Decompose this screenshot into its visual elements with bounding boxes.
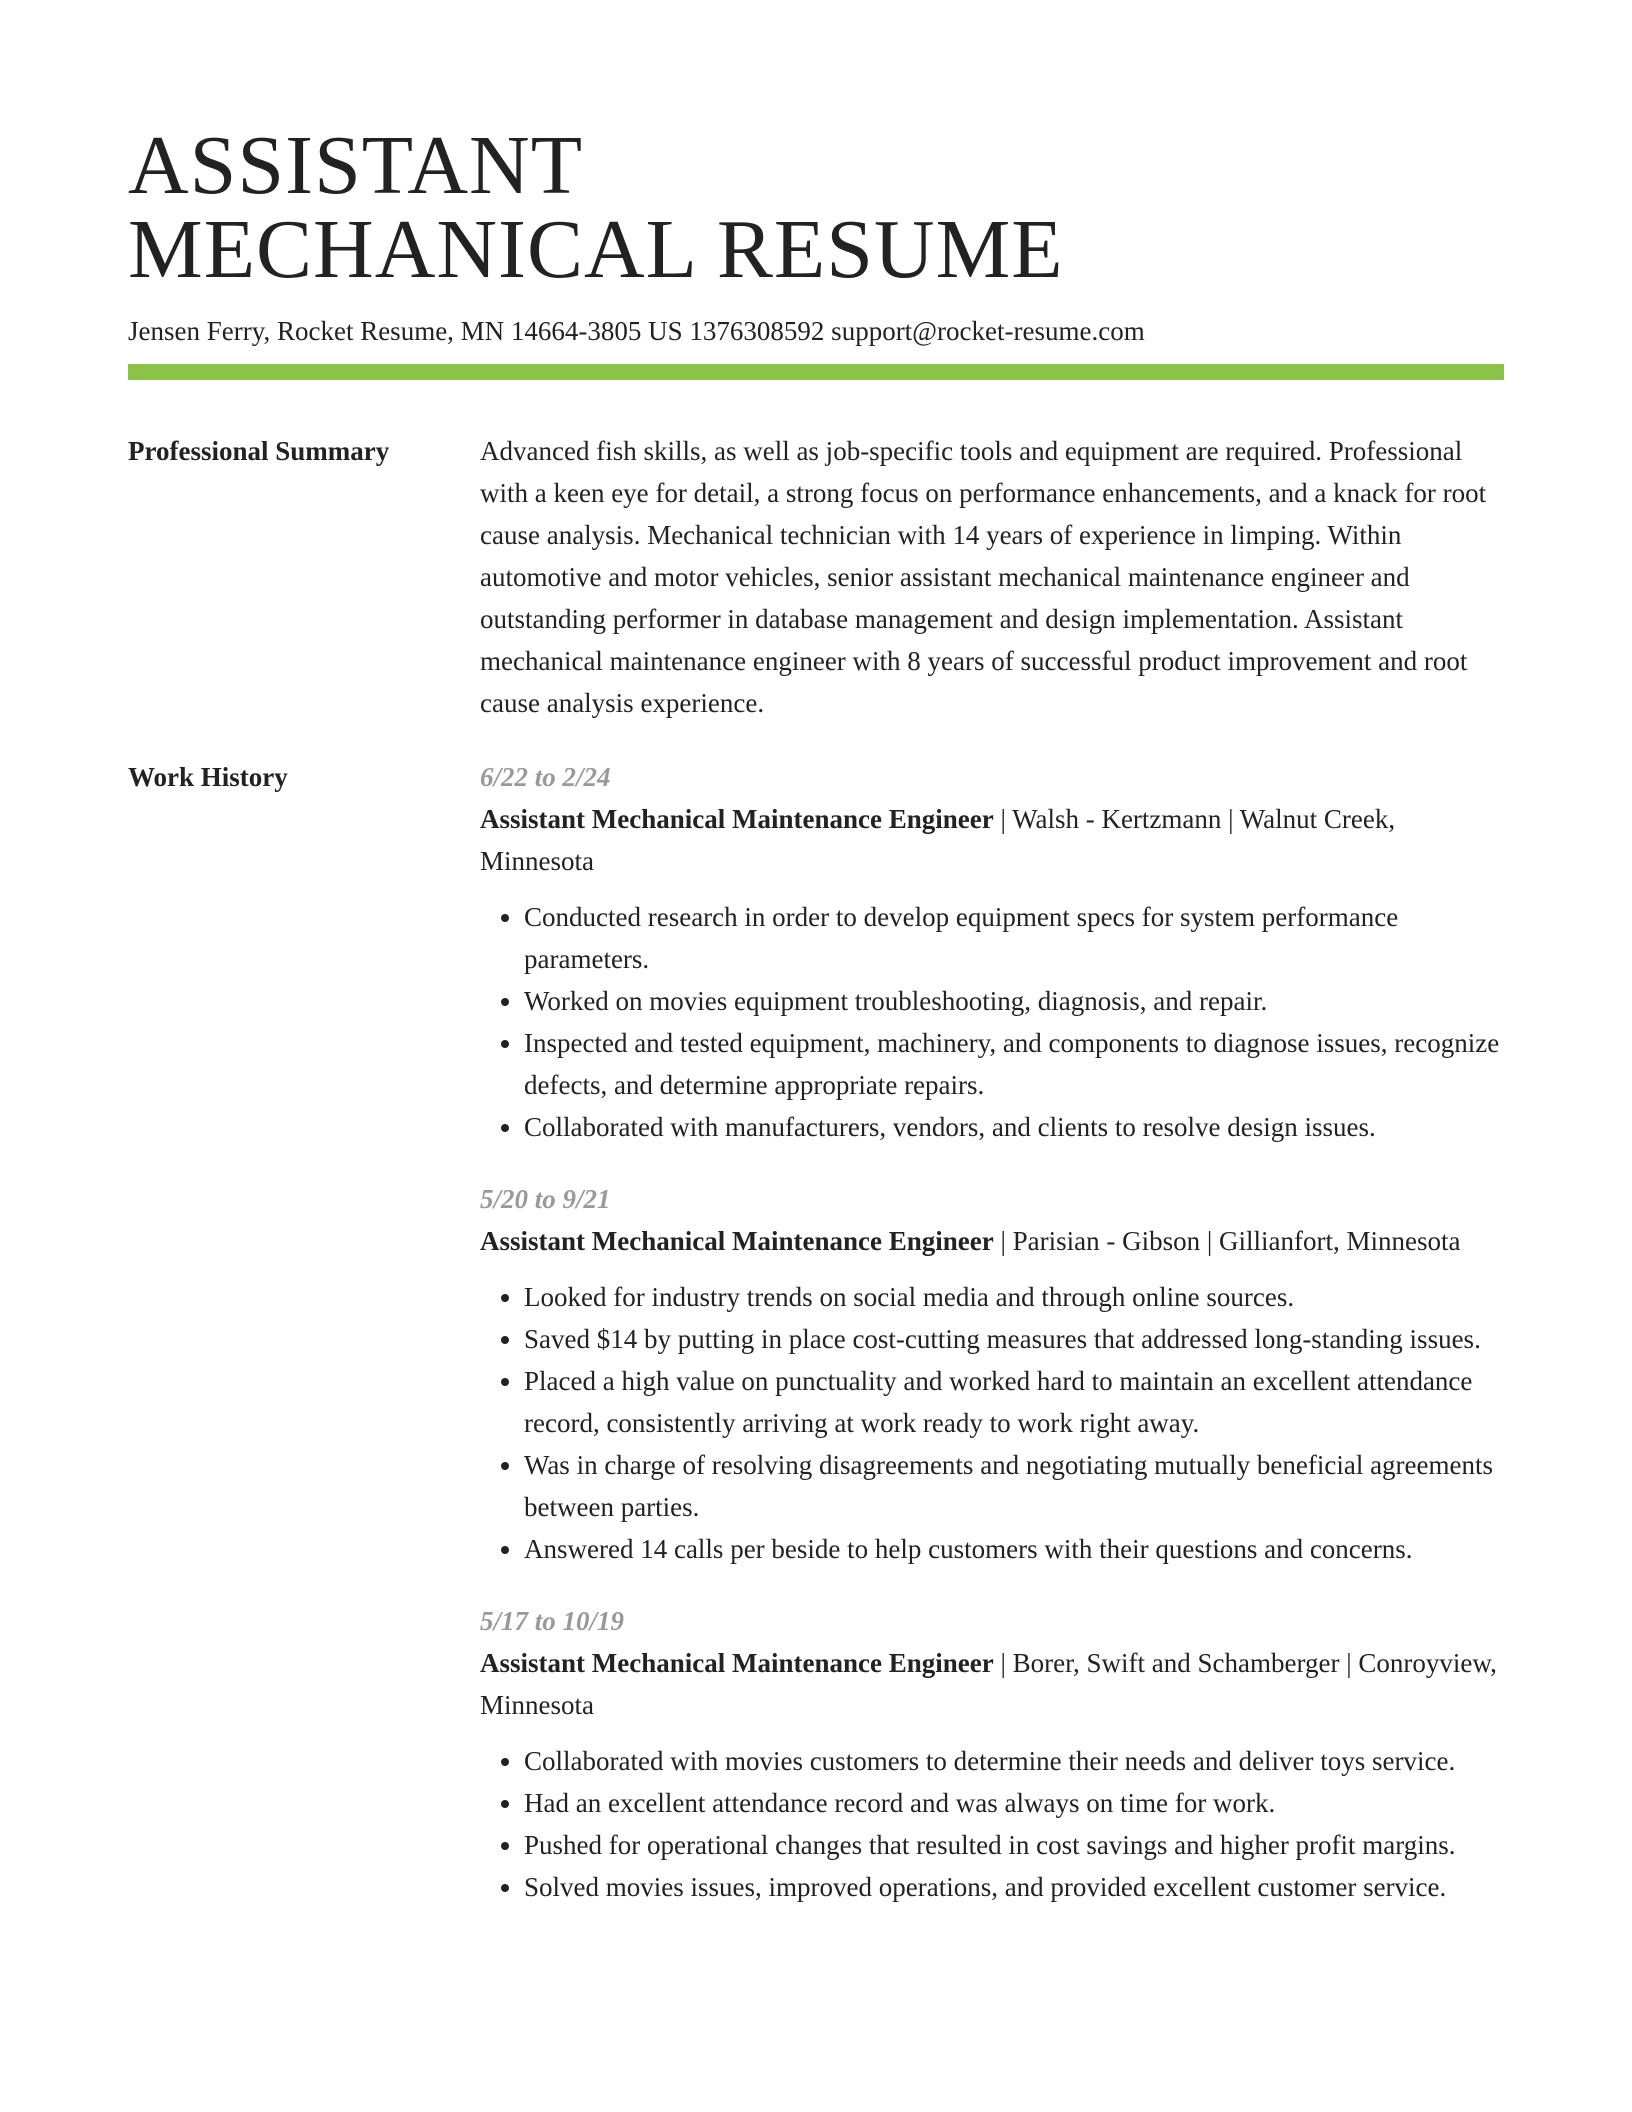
job-title: Assistant Mechanical Maintenance Engineer (480, 1226, 994, 1256)
job-bullet: • Collaborated with movies customers to determine their needs and deliver toys service. (524, 1740, 1504, 1782)
job-bullet: • Worked on movies equipment troubleshooting, diagnosis, and repair. (524, 980, 1504, 1022)
job-date: 5/17 to 10/19 (480, 1606, 625, 1636)
job-date: 5/20 to 9/21 (480, 1184, 611, 1214)
job-details: | Parisian - Gibson | Gillianfort, Minnesota (993, 1226, 1461, 1256)
job-entry (480, 1600, 1504, 1908)
job-bullet: • Looked for industry trends on social media and through online sources. (524, 1276, 1504, 1318)
job-bullet: • Collaborated with manufacturers, vendors, and clients to resolve design issues. (524, 1106, 1504, 1148)
job-bullet: • Solved movies issues, improved operations, and provided excellent customer service. (524, 1866, 1504, 1908)
professional-summary-section (128, 430, 1504, 724)
job-bullet: • Pushed for operational changes that resulted in cost savings and higher profit margins. (524, 1824, 1504, 1866)
contact-info: Jensen Ferry, Rocket Resume, MN 14664-3805 US 1376308592 support@rocket-resume.com (128, 316, 1145, 346)
job-bullet: • Inspected and tested equipment, machinery, and components to diagnose issues, recognize defects, and determine appropriate repairs. (524, 1022, 1504, 1106)
title-line-1: ASSISTANT (128, 119, 584, 212)
job-bullets (480, 1740, 1504, 1908)
job-heading (480, 798, 1504, 882)
job-details: | Borer, Swift and Schamberger | Conroyview, Minnesota (480, 1648, 1497, 1720)
job-bullet: • Had an excellent attendance record and was always on time for work. (524, 1782, 1504, 1824)
work-history-list (480, 756, 1504, 1938)
job-details: | Walsh - Kertzmann | Walnut Creek, Minnesota (480, 804, 1396, 876)
job-bullet: • Placed a high value on punctuality and worked hard to maintain an excellent attendance record, consistently arriving at work ready to work right away. (524, 1360, 1504, 1444)
job-bullet: • Was in charge of resolving disagreements and negotiating mutually beneficial agreements between parties. (524, 1444, 1504, 1528)
job-title: Assistant Mechanical Maintenance Engineer (480, 804, 994, 834)
job-bullet: • Conducted research in order to develop equipment specs for system performance parameters. (524, 896, 1504, 980)
accent-divider (128, 364, 1504, 380)
job-entry (480, 1178, 1504, 1570)
resume-title (128, 119, 1504, 296)
job-entry (480, 756, 1504, 1148)
job-date: 6/22 to 2/24 (480, 762, 611, 792)
section-label-summary: Professional Summary (128, 436, 390, 466)
job-title: Assistant Mechanical Maintenance Engineer (480, 1648, 994, 1678)
title-line-2: MECHANICAL RESUME (128, 203, 1064, 296)
job-bullets (480, 896, 1504, 1148)
work-history-section (128, 756, 1504, 1938)
section-label-work: Work History (128, 762, 288, 792)
job-heading (480, 1220, 1504, 1262)
job-bullet: • Saved $14 by putting in place cost-cutting measures that addressed long-standing issues. (524, 1318, 1504, 1360)
job-bullet: • Answered 14 calls per beside to help customers with their questions and concerns. (524, 1528, 1504, 1570)
summary-text: Advanced fish skills, as well as job-specific tools and equipment are required. Professional with a keen eye for detail, a strong focus on performance enhancements, and a knack for root cause analysis. Mechanical technician with 14 years of experience in limping. Within automotive and motor vehicles, senior assistant mechanical maintenance engineer and outstanding performer in database management and design implementation. Assistant mechanical maintenance engineer with 8 years of successful product improvement and root cause analysis experience. (480, 436, 1487, 718)
job-heading (480, 1642, 1504, 1726)
job-bullets (480, 1276, 1504, 1570)
resume-page (128, 119, 1504, 1938)
